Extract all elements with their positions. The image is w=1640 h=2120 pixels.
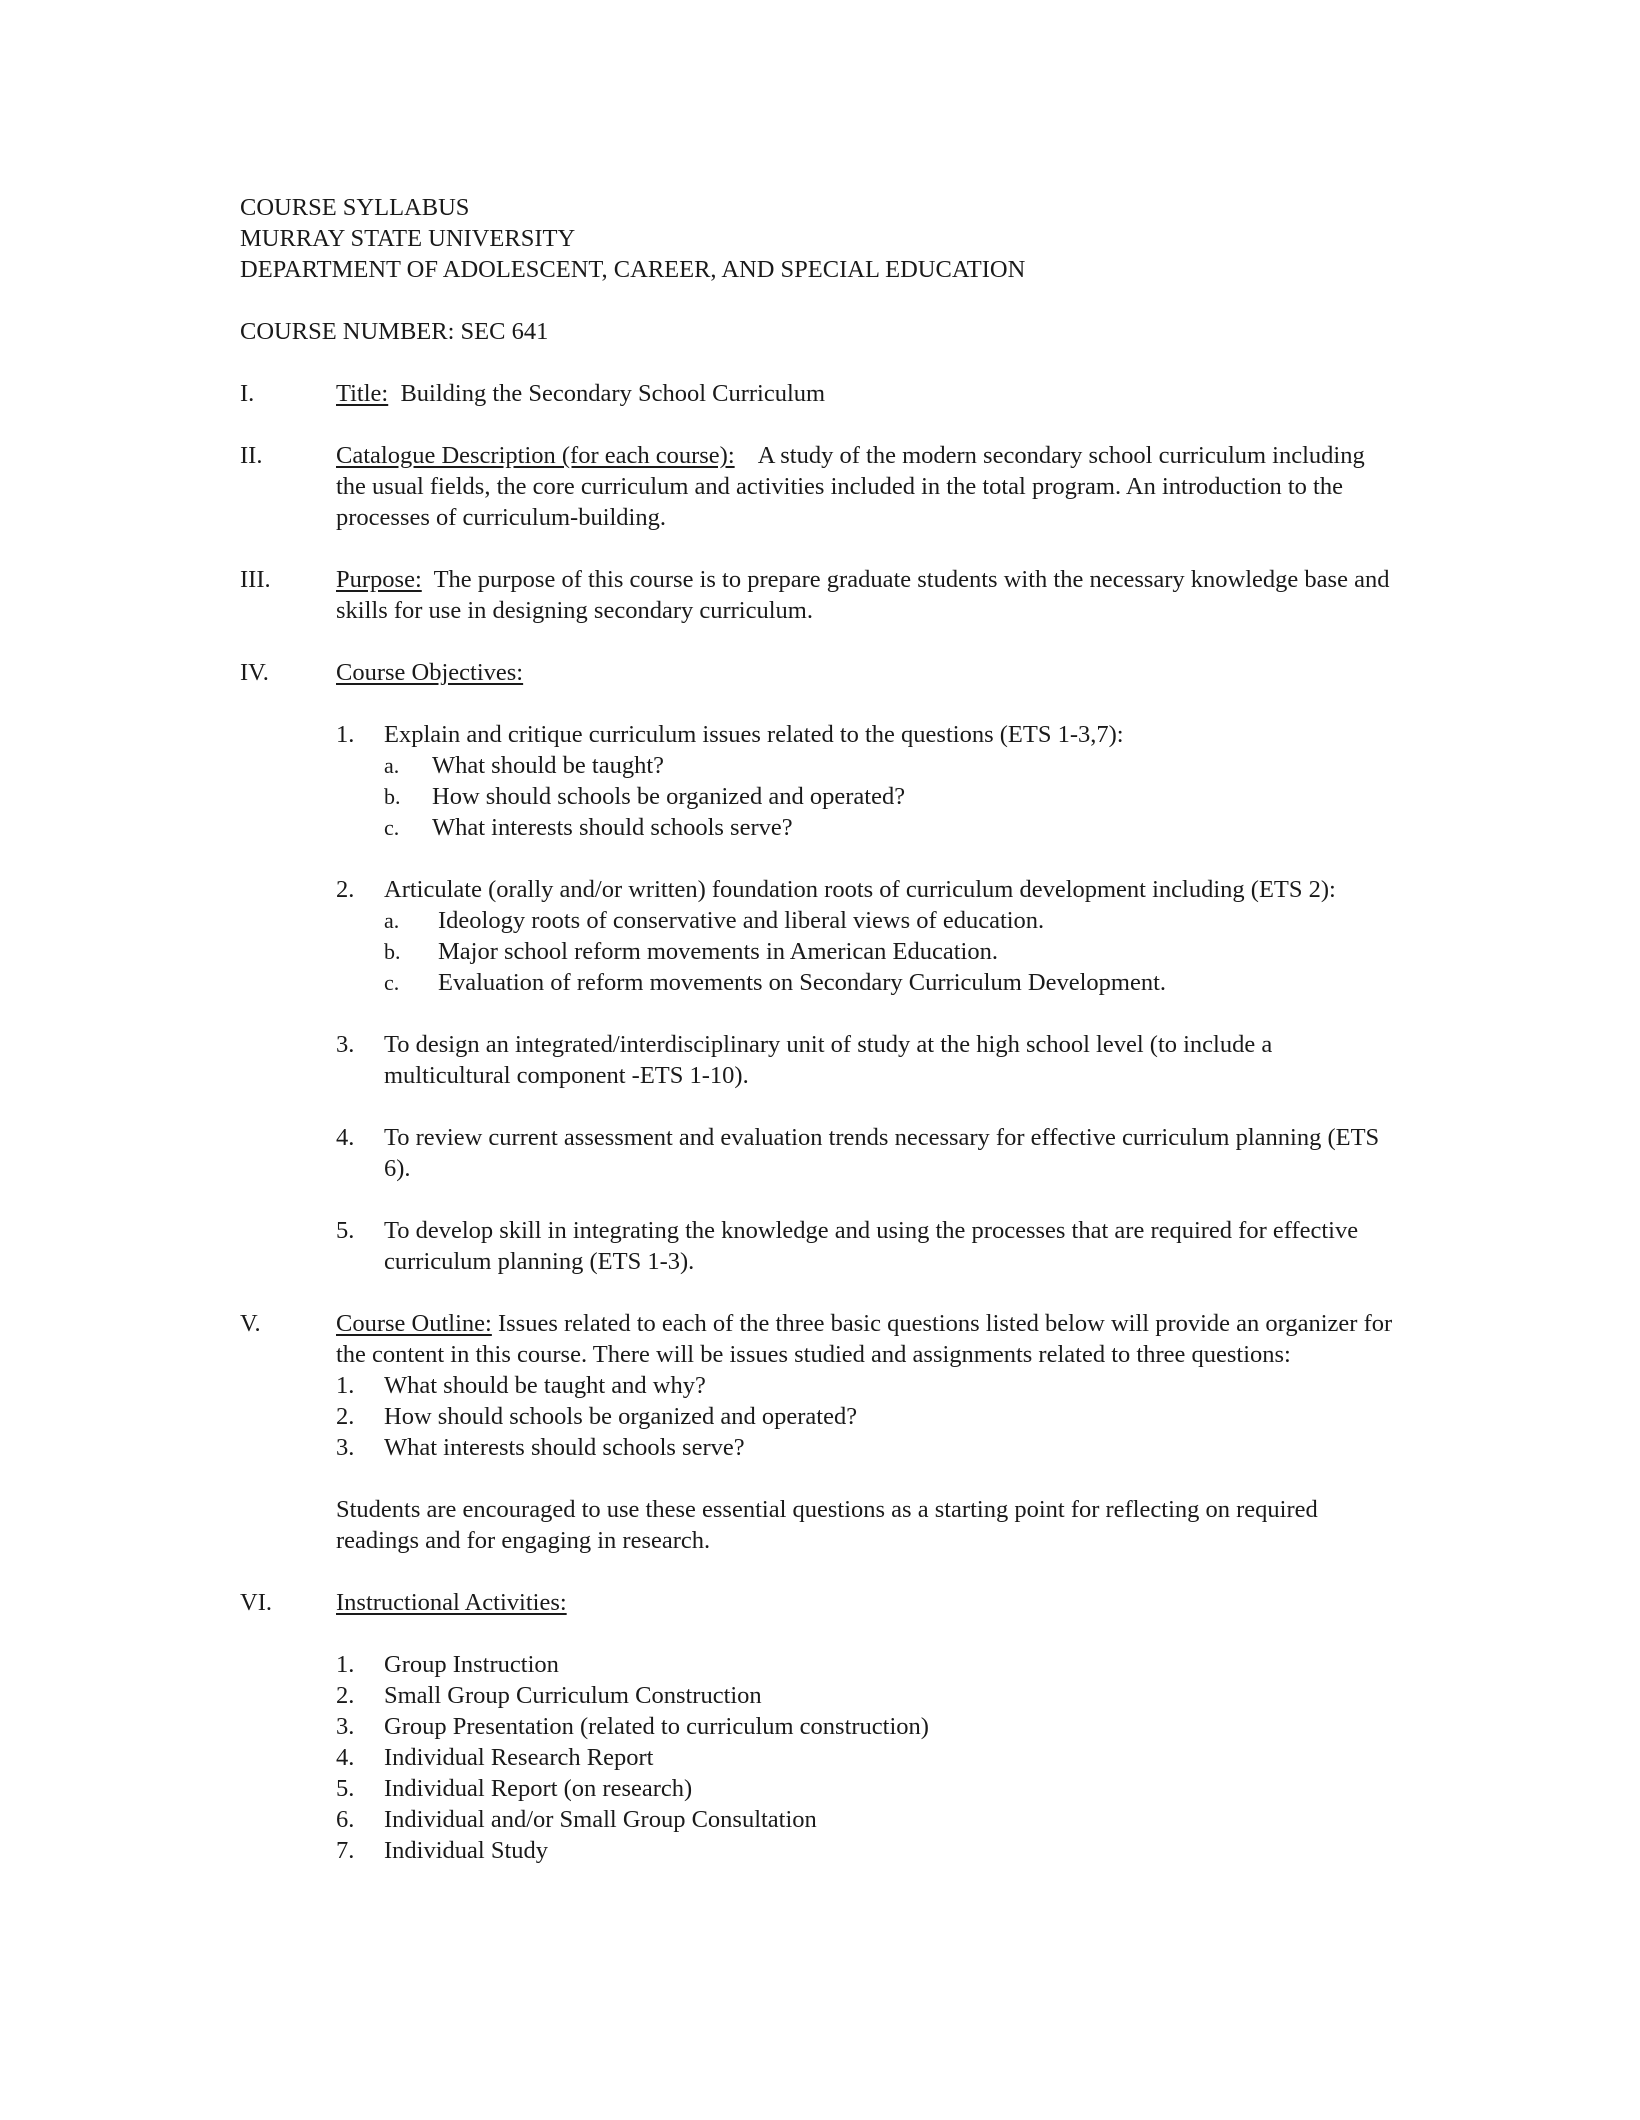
question-number: 1.	[336, 1372, 355, 1399]
outline-question	[336, 1401, 1400, 1432]
section-catalogue-description	[240, 440, 1400, 533]
objective-number: 3.	[336, 1031, 355, 1058]
section-course-objectives	[240, 657, 1400, 1277]
activity-number: 3.	[336, 1713, 355, 1740]
objectives-list	[336, 719, 1400, 1277]
activities-list	[336, 1649, 1400, 1866]
question-number: 2.	[336, 1403, 355, 1430]
activity-item	[336, 1835, 1400, 1866]
header-line-department: DEPARTMENT OF ADOLESCENT, CAREER, AND SPECIAL EDUCATION	[240, 256, 1026, 283]
outline-question	[336, 1370, 1400, 1401]
objective-text: To design an integrated/interdisciplinary unit of study at the high school level (to include a multicultural component -ETS 1-10).	[384, 1031, 1273, 1089]
subitem-letter: a.	[384, 908, 400, 933]
subitem-letter: b.	[384, 784, 401, 809]
objective-subitem	[384, 781, 1400, 812]
activity-text: Group Instruction	[384, 1651, 559, 1678]
activity-text: Small Group Curriculum Construction	[384, 1682, 762, 1709]
activity-text: Individual Research Report	[384, 1744, 654, 1771]
subitem-letter: c.	[384, 970, 400, 995]
section-label: Instructional Activities:	[336, 1589, 567, 1616]
activity-number: 4.	[336, 1744, 355, 1771]
header-line-syllabus: COURSE SYLLABUS	[240, 194, 470, 221]
activity-item	[336, 1773, 1400, 1804]
section-label: Title:	[336, 380, 389, 407]
activity-text: Individual and/or Small Group Consultation	[384, 1806, 817, 1833]
activity-item	[336, 1742, 1400, 1773]
section-text: The purpose of this course is to prepare graduate students with the necessary knowledge base and skills for use in designing secondary curriculum.	[336, 566, 1390, 624]
section-purpose	[240, 564, 1400, 626]
section-label: Course Objectives:	[336, 659, 524, 686]
subitem-text: How should schools be organized and operated?	[432, 783, 906, 810]
section-numeral: IV.	[240, 659, 269, 686]
objective-number: 2.	[336, 876, 355, 903]
outline-question	[336, 1432, 1400, 1463]
subitem-text: Ideology roots of conservative and liberal views of education.	[438, 907, 1045, 934]
activity-number: 6.	[336, 1806, 355, 1833]
activity-item	[336, 1649, 1400, 1680]
activity-number: 1.	[336, 1651, 355, 1678]
objective-item	[336, 1122, 1400, 1184]
activity-item	[336, 1680, 1400, 1711]
objective-subitem	[384, 750, 1400, 781]
subitem-letter: a.	[384, 753, 400, 778]
question-text: What should be taught and why?	[384, 1372, 706, 1399]
objective-text: Articulate (orally and/or written) foundation roots of curriculum development including (ETS 2):	[384, 876, 1336, 903]
subitem-text: What should be taught?	[432, 752, 665, 779]
objective-subitem	[384, 812, 1400, 843]
activity-item	[336, 1804, 1400, 1835]
objective-item	[336, 719, 1400, 843]
section-title	[240, 378, 1400, 409]
subitem-letter: c.	[384, 815, 400, 840]
objective-subitem	[384, 905, 1400, 936]
subitem-letter: b.	[384, 939, 401, 964]
objective-text: To review current assessment and evaluation trends necessary for effective curriculum planning (ETS 6).	[384, 1124, 1380, 1182]
objective-text: To develop skill in integrating the knowledge and using the processes that are required for effective curriculum planning (ETS 1-3).	[384, 1217, 1359, 1275]
course-number: COURSE NUMBER: SEC 641	[240, 318, 549, 345]
section-numeral: V.	[240, 1310, 261, 1337]
objective-number: 4.	[336, 1124, 355, 1151]
section-label: Purpose:	[336, 566, 422, 593]
objective-item	[336, 1029, 1400, 1091]
activity-number: 5.	[336, 1775, 355, 1802]
section-text: Issues related to each of the three basic questions listed below will provide an organizer for the content in this course. There will be issues studied and assignments related to three questions:	[336, 1310, 1393, 1368]
question-text: What interests should schools serve?	[384, 1434, 745, 1461]
objective-number: 1.	[336, 721, 355, 748]
section-numeral: II.	[240, 442, 263, 469]
activity-text: Individual Study	[384, 1837, 549, 1864]
activity-item	[336, 1711, 1400, 1742]
section-label: Course Outline:	[336, 1310, 492, 1337]
section-numeral: III.	[240, 566, 271, 593]
objective-subitem	[384, 967, 1400, 998]
section-instructional-activities	[240, 1587, 1400, 1866]
question-number: 3.	[336, 1434, 355, 1461]
activity-number: 2.	[336, 1682, 355, 1709]
outline-closing-text: Students are encouraged to use these essential questions as a starting point for reflecting on required readings and for engaging in research.	[336, 1496, 1318, 1554]
subitem-text: Evaluation of reform movements on Secondary Curriculum Development.	[438, 969, 1167, 996]
subitem-text: What interests should schools serve?	[432, 814, 793, 841]
section-label: Catalogue Description (for each course):	[336, 442, 735, 469]
subitem-text: Major school reform movements in American Education.	[438, 938, 998, 965]
objective-item	[336, 874, 1400, 998]
activity-text: Group Presentation (related to curriculum construction)	[384, 1713, 929, 1740]
objective-number: 5.	[336, 1217, 355, 1244]
section-numeral: I.	[240, 380, 255, 407]
activity-text: Individual Report (on research)	[384, 1775, 693, 1802]
outline-questions-list	[336, 1370, 1400, 1463]
syllabus-page	[240, 192, 1400, 1866]
section-numeral: VI.	[240, 1589, 272, 1616]
activity-number: 7.	[336, 1837, 355, 1864]
document-header	[240, 192, 1400, 285]
section-course-outline	[240, 1308, 1400, 1556]
objective-item	[336, 1215, 1400, 1277]
objective-subitem	[384, 936, 1400, 967]
section-text: A study of the modern secondary school curriculum including the usual fields, the core curriculum and activities included in the total program. An introduction to the processes of curriculum-building.	[336, 442, 1365, 531]
question-text: How should schools be organized and operated?	[384, 1403, 858, 1430]
header-line-university: MURRAY STATE UNIVERSITY	[240, 225, 576, 252]
objective-text: Explain and critique curriculum issues related to the questions (ETS 1-3,7):	[384, 721, 1124, 748]
section-text: Building the Secondary School Curriculum	[400, 380, 826, 407]
